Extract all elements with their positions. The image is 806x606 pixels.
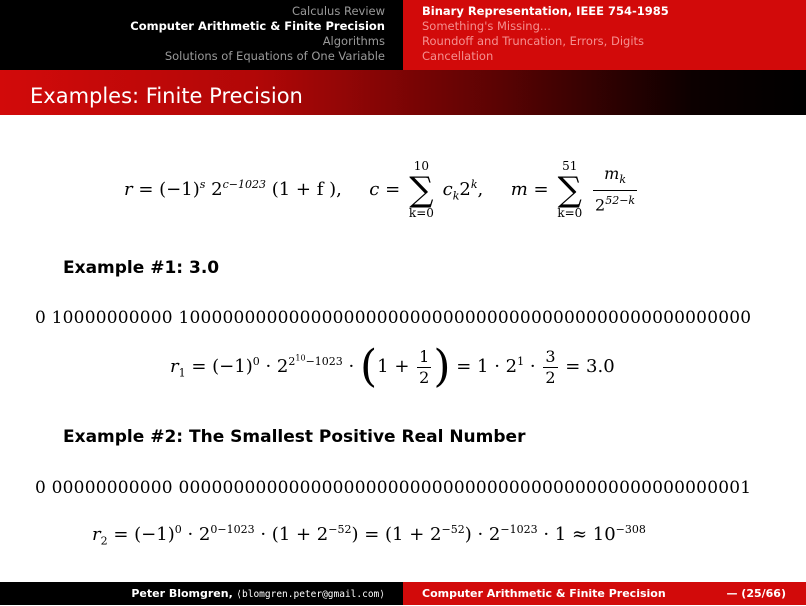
example1-bits xyxy=(35,308,751,328)
representation-formula: $r = (-1)^s$ $2^{c-1023}$ (1 + f ), c = 10 ∑ k=0 $c_k2^k$, m = 51 ∑ k=0 $\frac{m_k}{2^{52-k}}$ xyxy=(124,159,636,220)
mantissa-bits: 1000000000000000000000000000000000000000000000000000 xyxy=(178,308,752,328)
nav-section-computer-arithmetic[interactable]: Computer Arithmetic & Finite Precision xyxy=(130,19,385,33)
example2-bits xyxy=(35,478,751,498)
nav-subsection-binary-representation[interactable]: Binary Representation, IEEE 754-1985 xyxy=(422,4,669,18)
sign-bit: 0 xyxy=(35,478,47,498)
fraction-one-half: $\frac{1}{2}$ xyxy=(419,346,430,387)
footer-title-bar xyxy=(403,582,806,605)
formula-c: c = xyxy=(369,179,401,200)
subsection-nav xyxy=(403,0,806,70)
exponent-bits: 10000000000 xyxy=(51,308,173,328)
page-number: — (25/66) xyxy=(726,587,786,600)
formula-r: r xyxy=(124,179,133,200)
example1-formula: $r_1 = (-1)^0 \cdot 2^{2^{10}-1023} \cdot (1$ + $\frac{1}{2}$ ) = $1 \cdot 2^1$ · $\frac{3}{2}$ = 3.0 xyxy=(170,341,615,392)
fraction-m: $\frac{m_k}{2^{52-k}}$ xyxy=(595,164,636,215)
sum-symbol-m: 51 ∑ k=0 xyxy=(557,159,583,220)
fraction-three-halves: $\frac{3}{2}$ xyxy=(545,346,556,387)
footer-author xyxy=(0,582,403,605)
section-nav xyxy=(0,0,403,70)
formula-m: m = xyxy=(510,179,549,200)
frame-title: Examples: Finite Precision xyxy=(30,84,303,108)
footer-title[interactable]: Computer Arithmetic & Finite Precision xyxy=(422,587,666,600)
example1-title: Example #1: 3.0 xyxy=(63,258,220,278)
nav-subsection-roundoff[interactable]: Roundoff and Truncation, Errors, Digits xyxy=(422,34,645,48)
nav-section-algorithms[interactable]: Algorithms xyxy=(322,34,385,48)
example2-title: Example #2: The Smallest Positive Real Number xyxy=(63,427,526,447)
author-email[interactable]: ⟨blomgren.peter@gmail.com⟩ xyxy=(236,589,385,600)
exponent-bits: 00000000000 xyxy=(51,478,173,498)
sign-bit: 0 xyxy=(35,308,47,328)
nav-subsection-somethings-missing[interactable]: Something's Missing... xyxy=(422,19,551,33)
nav-section-solutions[interactable]: Solutions of Equations of One Variable xyxy=(164,49,385,63)
formula-r-rhs: = (−1) xyxy=(138,179,200,200)
sum-symbol-c: 10 ∑ k=0 xyxy=(408,159,434,220)
example2-formula: $r_2 = (-1)^0 \cdot 2^{0-1023} \cdot (1 + 2^{-52}) = (1 + 2^{-52}) \cdot 2^{-1023} \cdot 1 \approx 10^{-308}$ xyxy=(92,523,646,548)
mantissa-bits: 0000000000000000000000000000000000000000000000000001 xyxy=(178,478,752,498)
header xyxy=(0,0,806,70)
nav-section-calculus-review[interactable]: Calculus Review xyxy=(291,4,385,18)
nav-subsection-cancellation[interactable]: Cancellation xyxy=(422,49,494,63)
author-name: Peter Blomgren, xyxy=(131,587,233,600)
